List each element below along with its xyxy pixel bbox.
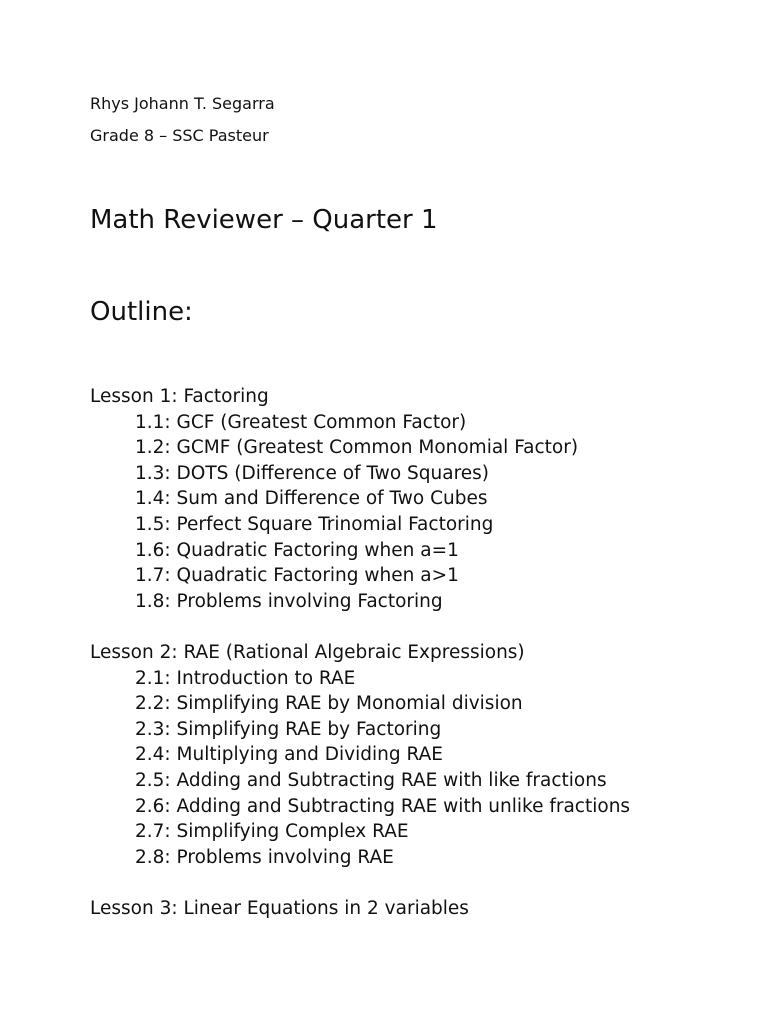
lesson-topic: 2.6: Adding and Subtracting RAE with unlike fractions [135,795,631,817]
lesson-outline [90,384,750,921]
lesson-topic: 2.3: Simplifying RAE by Factoring [135,718,442,740]
lesson-topic: 1.2: GCMF (Greatest Common Monomial Factor) [135,437,579,459]
outline-heading: Outline: [90,297,193,327]
author-name: Rhys Johann T. Segarra [90,94,275,113]
lesson-block [90,384,750,614]
lesson-title: Lesson 1: Factoring [90,386,269,407]
lesson-topic: 1.1: GCF (Greatest Common Factor) [135,411,467,433]
lesson-topic: 1.4: Sum and Difference of Two Cubes [135,488,488,510]
lesson-topic: 2.2: Simplifying RAE by Monomial division [135,693,523,715]
lesson-topic: 1.8: Problems involving Factoring [135,590,443,612]
lesson-topic: 2.7: Simplifying Complex RAE [135,821,409,843]
grade-section: Grade 8 – SSC Pasteur [90,126,269,145]
lesson-topic: 1.3: DOTS (Difference of Two Squares) [135,462,490,484]
lesson-title: Lesson 2: RAE (Rational Algebraic Expressions) [90,641,525,663]
lesson-block [90,640,750,870]
lesson-topic: 2.5: Adding and Subtracting RAE with like fractions [135,769,607,791]
lesson-topic-list [90,410,750,615]
lesson-topic: 2.1: Introduction to RAE [135,667,356,689]
lesson-topic: 2.8: Problems involving RAE [135,846,394,868]
lesson-title: Lesson 3: Linear Equations in 2 variables [90,897,469,919]
lesson-topic-list [90,666,750,871]
document-title: Math Reviewer – Quarter 1 [90,205,438,235]
lesson-topic: 1.6: Quadratic Factoring when a=1 [135,539,459,561]
lesson-block [90,896,750,922]
lesson-topic: 2.4: Multiplying and Dividing RAE [135,744,443,766]
lesson-topic: 1.5: Perfect Square Trinomial Factoring [135,513,494,535]
lesson-topic: 1.7: Quadratic Factoring when a>1 [135,565,459,587]
